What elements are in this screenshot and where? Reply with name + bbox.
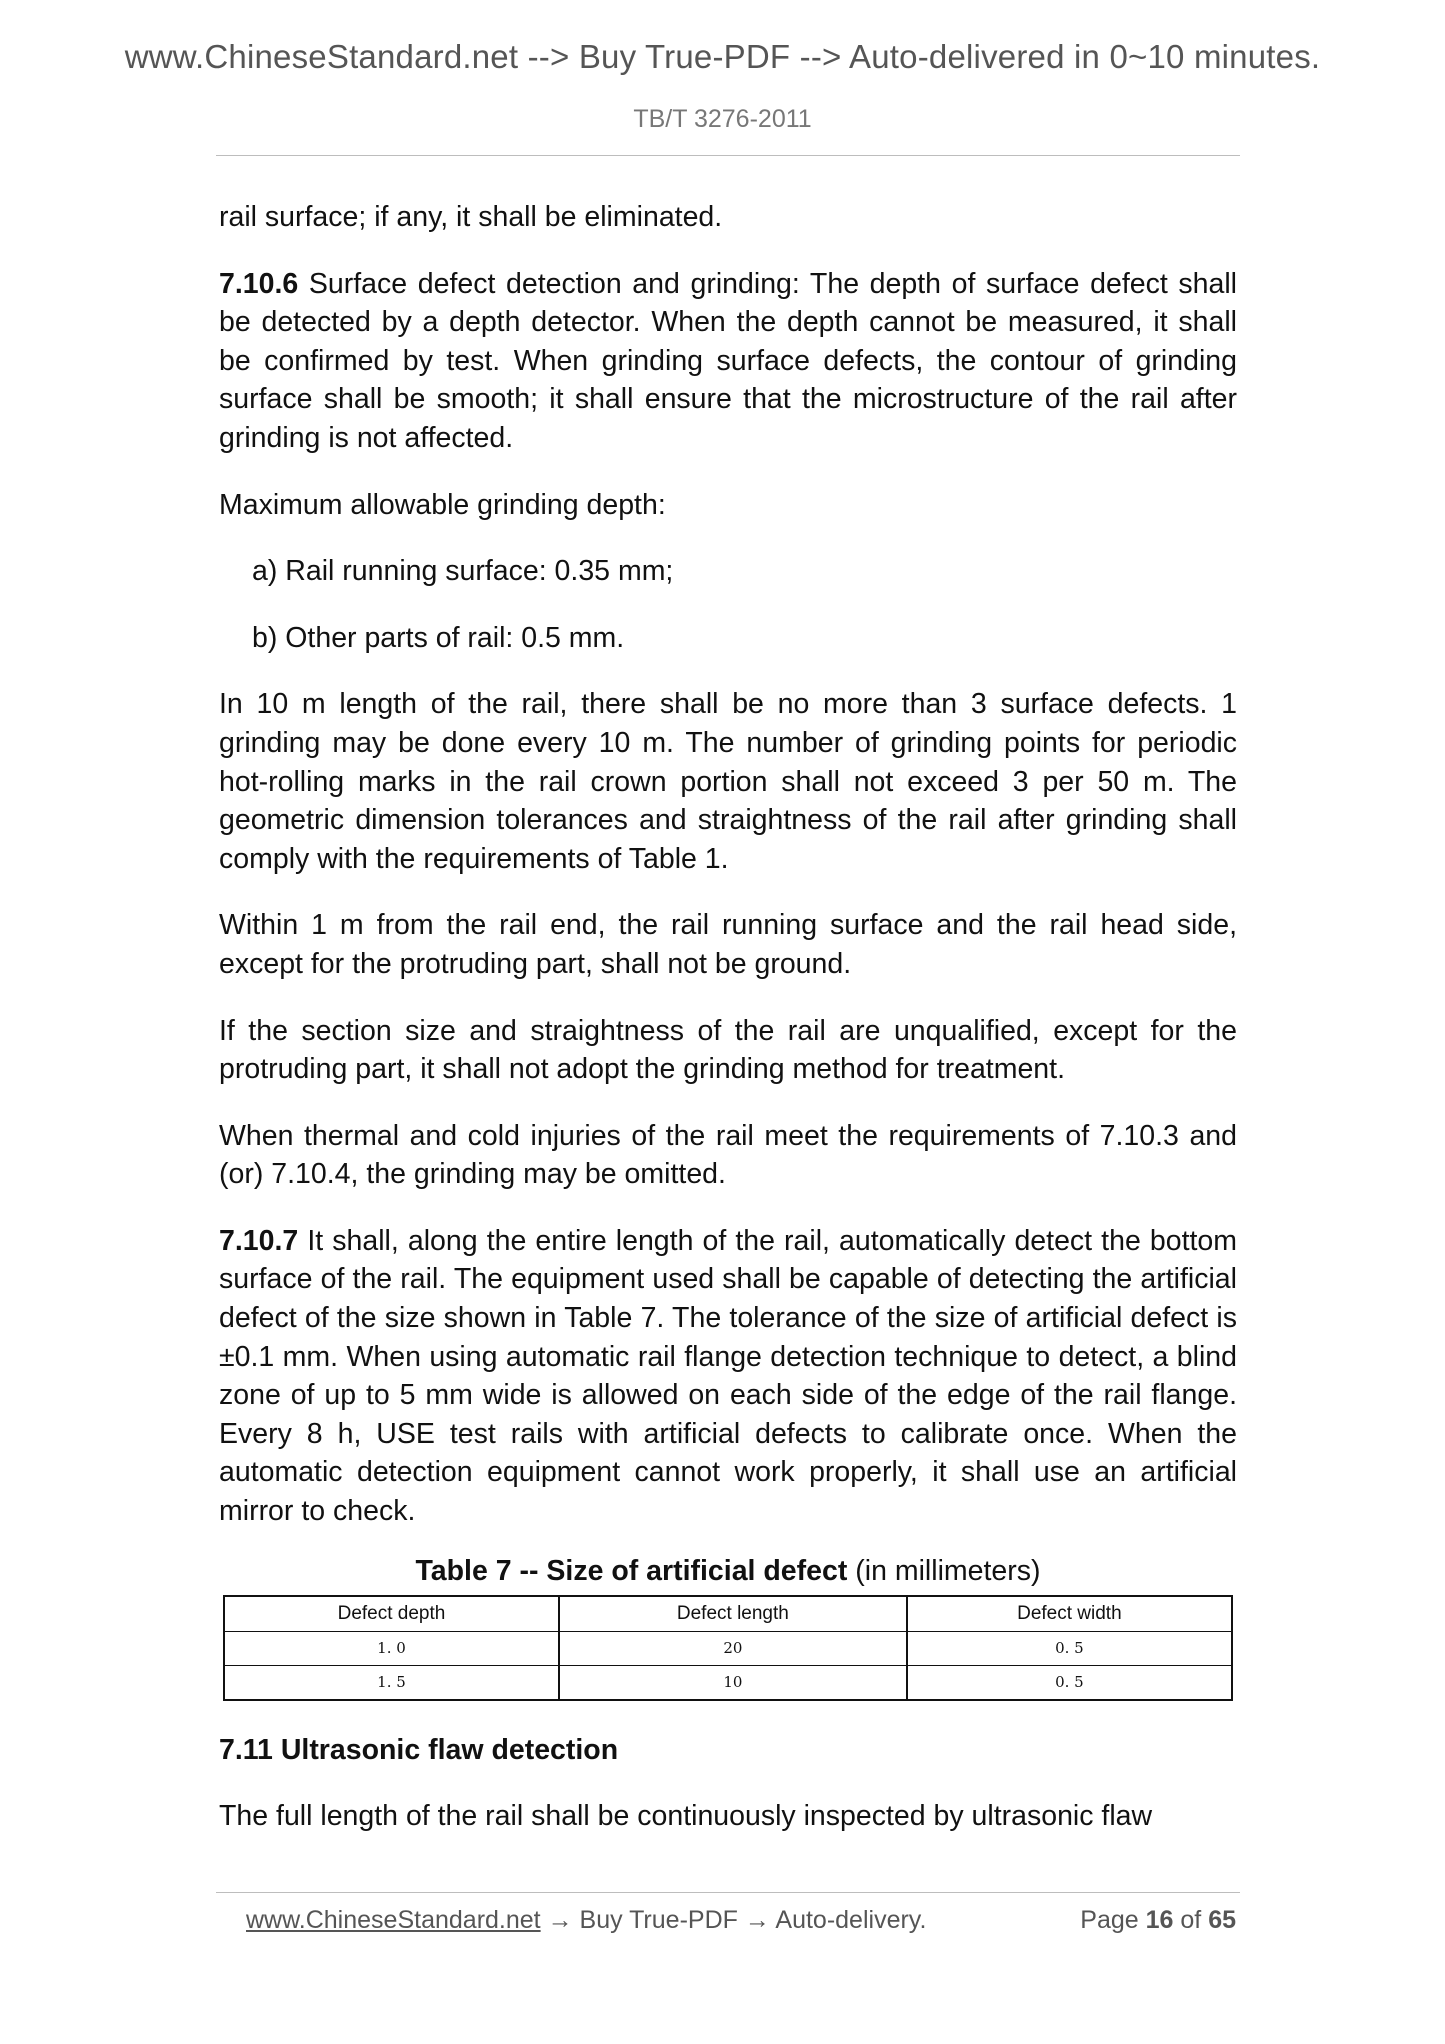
clause-7-10-7 bbox=[219, 1222, 1237, 1531]
page-body bbox=[219, 198, 1237, 1863]
cell-length: 20 bbox=[559, 1631, 907, 1665]
cell-depth: 1. 5 bbox=[224, 1665, 559, 1700]
paragraph-max-depth: Maximum allowable grinding depth: bbox=[219, 488, 666, 521]
table-caption-title: Table 7 -- Size of artificial defect bbox=[415, 1554, 848, 1587]
document-number: TB/T 3276-2011 bbox=[633, 105, 812, 133]
page-number: 16 bbox=[1145, 1906, 1174, 1934]
paragraph-ultrasonic: The full length of the rail shall be continuously inspected by ultrasonic flaw bbox=[219, 1799, 1153, 1832]
header-defect-depth: Defect depth bbox=[224, 1596, 559, 1632]
cell-length: 10 bbox=[559, 1665, 907, 1700]
table-header-row bbox=[224, 1596, 1232, 1632]
section-heading-7-11: 7.11 Ultrasonic flaw detection bbox=[219, 1733, 619, 1766]
header-defect-width: Defect width bbox=[907, 1596, 1232, 1632]
paragraph-thermal: When thermal and cold injuries of the rail meet the requirements of 7.10.3 and (or) 7.10.4, the grinding may be omitted. bbox=[219, 1119, 1237, 1191]
clause-number: 7.10.7 bbox=[219, 1224, 299, 1257]
total-pages: 65 bbox=[1208, 1906, 1236, 1934]
header-divider bbox=[216, 155, 1240, 156]
page-footer bbox=[246, 1906, 1236, 1935]
top-banner[interactable]: www.ChineseStandard.net --> Buy True-PDF --> Auto-delivered in 0~10 minutes. bbox=[124, 38, 1321, 75]
clause-number: 7.10.6 bbox=[219, 267, 299, 300]
table-artificial-defect bbox=[223, 1595, 1233, 1701]
page-indicator bbox=[1080, 1906, 1236, 1935]
cell-width: 0. 5 bbox=[907, 1631, 1232, 1665]
page-label: Page bbox=[1080, 1906, 1139, 1934]
footer-text: → Buy True-PDF → Auto-delivery. bbox=[540, 1906, 927, 1934]
table-caption-unit: (in millimeters) bbox=[855, 1554, 1041, 1587]
paragraph-intro: rail surface; if any, it shall be eliminated. bbox=[219, 201, 723, 233]
clause-7-10-6 bbox=[219, 265, 1237, 458]
table-row bbox=[224, 1631, 1232, 1665]
clause-text: It shall, along the entire length of the rail, automatically detect the bottom surface of the rail. The equipment used shall be capable of detecting the artificial defect of the size shown in Table 7. The tolerance of the size of artificial defect is ±0.1 mm. When using automatic rail flange detection technique to detect, a blind zone of up to 5 mm wide is allowed on each side of the edge of the rail flange. Every 8 h, USE test rails with artificial defects to calibrate once. When the automatic detection equipment cannot work properly, it shall use an artificial mirror to check. bbox=[219, 1224, 1238, 1528]
paragraph-within: Within 1 m from the rail end, the rail running surface and the rail head side, except for the protruding part, shall not be ground. bbox=[219, 909, 1237, 980]
paragraph-section: If the section size and straightness of the rail are unqualified, except for the protruding part, it shall not adopt the grinding method for treatment. bbox=[219, 1014, 1237, 1086]
paragraph-10m: In 10 m length of the rail, there shall be no more than 3 surface defects. 1 grinding may be done every 10 m. The number of grinding points for periodic hot-rolling marks in the rail crown portion shall not exceed 3 per 50 m. The geometric dimension tolerances and straightness of the rail after grinding shall comply with the requirements of Table 1. bbox=[219, 688, 1237, 875]
footer-divider bbox=[216, 1892, 1240, 1893]
clause-text: Surface defect detection and grinding: The depth of surface defect shall be detected by a depth detector. When the depth cannot be measured, it shall be confirmed by test. When grinding surface defects, the contour of grinding surface shall be smooth; it shall ensure that the microstructure of the rail after grinding is not affected. bbox=[219, 267, 1237, 454]
cell-width: 0. 5 bbox=[907, 1665, 1232, 1700]
table-caption bbox=[219, 1553, 1237, 1589]
table-row bbox=[224, 1665, 1232, 1700]
list-item-b: b) Other parts of rail: 0.5 mm. bbox=[252, 621, 625, 654]
list-item-a: a) Rail running surface: 0.35 mm; bbox=[252, 555, 674, 588]
of-label: of bbox=[1180, 1906, 1202, 1934]
cell-depth: 1. 0 bbox=[224, 1631, 559, 1665]
footer-link[interactable]: www.ChineseStandard.net bbox=[246, 1906, 541, 1934]
header-defect-length: Defect length bbox=[559, 1596, 907, 1632]
